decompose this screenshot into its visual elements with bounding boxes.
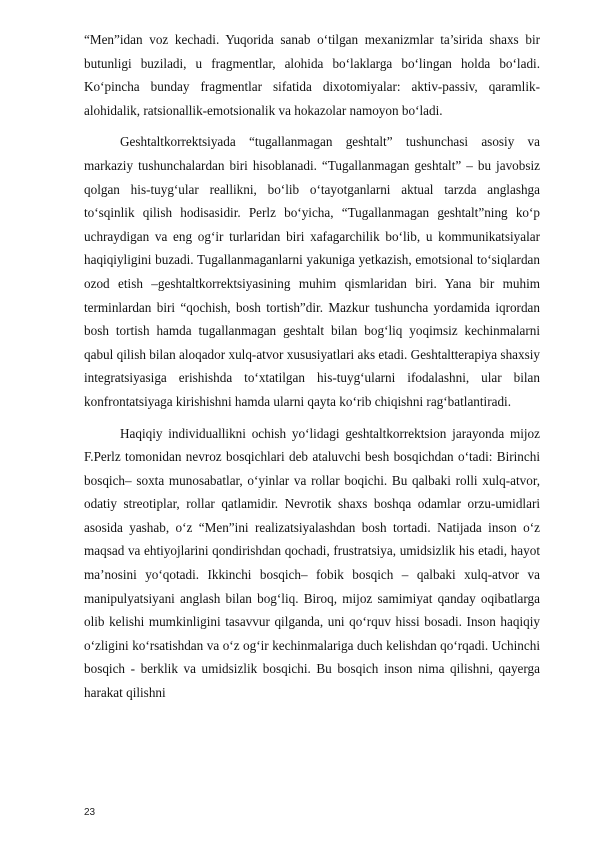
page-number: 23	[84, 807, 96, 818]
paragraph-3: Haqiqiy individuallikni ochish yo‘lidagi geshtaltkorrektsion jarayonda mijoz F.Perlz tomonidan nevroz bosqichlari deb ataluvchi besh bosqichdan o‘tadi: Birinchi bosqich– soxta munosabatlar, o‘yinlar va rollar boqichi. Bu qalbaki rolli xulq-atvor, odatiy streotiplar, rollar qatlamidir. Nevrotik shaxs boshqa odamlar orzu-umidlari asosida yashab, o‘z “Men”ini realizatsiyalashdan bosh tortadi. Natijada inson o‘z maqsad va ehtiyojlarini qondirishdan qochadi, frustratsiya, umidsizlik his etadi, hayot ma’nosini yo‘qotadi. Ikkinchi bosqich– fobik bosqich – qalbaki xulq-atvor va manipulyatsiyani anglash bilan bog‘liq. Biroq, mijoz samimiyat qanday oqibatlarga olib kelishi mumkinligini tasavvur qilganda, uni qo‘rquv hissi bosadi. Inson haqiqiy o‘zligini ko‘rsatishdan va o‘z og‘ir kechinmalariga duch kelishdan qo‘rqadi. Uchinchi bosqich - berklik va umidsizlik bosqichi. Bu bosqich inson nima qilishni, qayerga harakat qilishni	[84, 425, 540, 701]
body-text	[84, 28, 540, 705]
paragraph-1: “Men”idan voz kechadi. Yuqorida sanab o‘tilgan mexanizmlar ta’sirida shaxs bir butunligi buziladi, u fragmentlar, alohida bo‘laklarga bo‘lingan holda bo‘ladi. Ko‘pincha bunday fragmentlar sifatida dixotomiyalar: aktiv-passiv, qaramlik-alohidalik, ratsionallik-emotsionalik va hokazolar namoyon bo‘ladi.	[84, 32, 540, 118]
paragraph-2: Geshtaltkorrektsiyada “tugallanmagan geshtalt” tushunchasi asosiy va markaziy tushunchalardan biri hisoblanadi. “Tugallanmagan geshtalt” – bu javobsiz qolgan his-tuyg‘ular reallikni, bo‘lib o‘tayotganlarni aktual tarzda anglashga to‘sqinlik qilish hodisasidir. Perlz bo‘yicha, “Tugallanmagan geshtalt”ning ko‘p uchraydigan va eng og‘ir turlaridan biri xafagarchilik bo‘lib, u kommunikatsiyalar haqiqiyligini buzadi. Tugallanmaganlarni yakuniga yetkazish, emotsional to‘siqlardan ozod etish –geshtaltkorrektsiyasining muhim qismlaridan biri. Yana bir muhim terminlardan biri “qochish, bosh tortish”dir. Mazkur tushuncha yordamida iqrordan bosh tortish hamda tugallanmagan geshtalt bilan bog‘liq yoqimsiz kechinmalarni qabul qilish bilan aloqador xulq-atvor xususiyatlari aks etadi. Geshtaltterapiya shaxsiy integratsiyasiga erishishda to‘xtatilgan his-tuyg‘ularni ifodalashni, ular bilan konfrontatsiyaga kirishishni hamda ularni qayta ko‘rib chiqishni rag‘batlantiradi.	[84, 134, 540, 409]
